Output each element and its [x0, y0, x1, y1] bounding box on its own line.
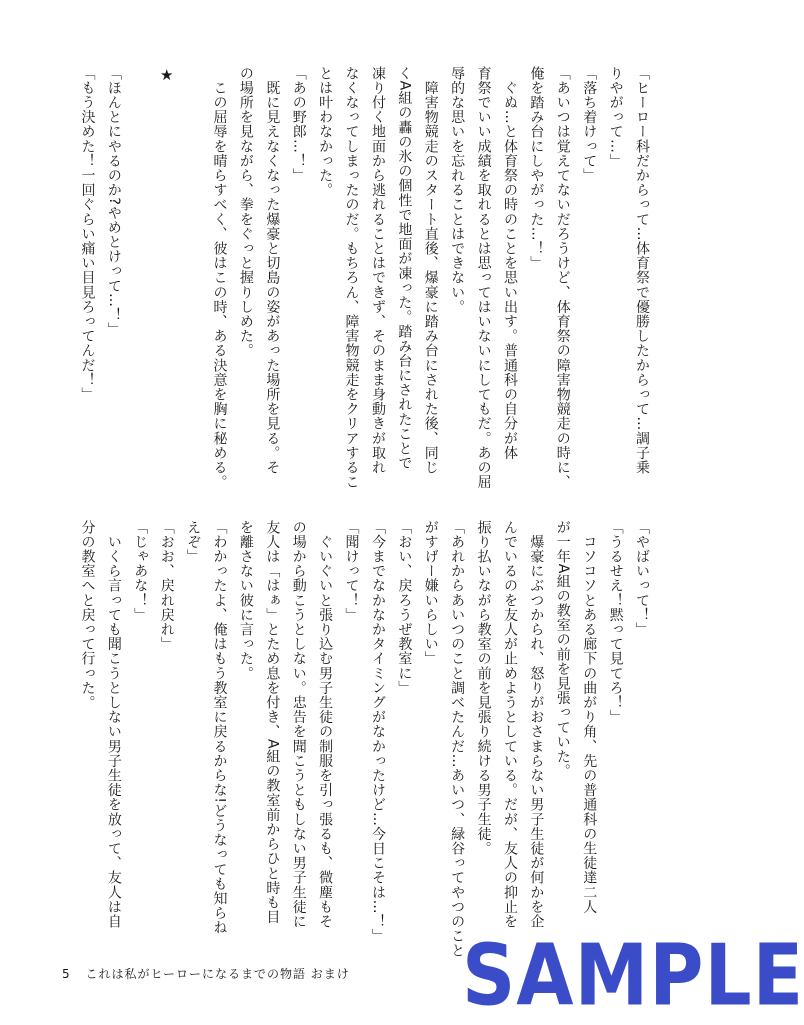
text-line: くA組の轟の氷の個性で地面が凍った。踏み台にされたことで [396, 66, 413, 471]
text-line: りやがって…」 [607, 66, 624, 169]
text-line: とは叶わなかった。 [317, 66, 334, 198]
text-line: コソコソとある廊下の曲がり角、先の普通科の生徒達二人 [581, 520, 598, 915]
text-line: 「やばいって！」 [634, 520, 650, 637]
text-line: いくら言っても聞こうとしない男子生徒を放って、友人は自 [105, 520, 122, 929]
text-line: 既に見えなくなった爆豪と切島の姿があった場所を見る。そ [264, 66, 281, 475]
scene-break-star: ★ [157, 66, 176, 85]
text-line: ぐぬ…と体育祭の時のことを思い出す。普通科の自分が体 [501, 66, 518, 461]
text-line: 「うるせえ！黙って見てろ！」 [607, 520, 624, 725]
text-line: 「おお、戻れ戻れ」 [158, 520, 175, 652]
text-line: 「あれからあいつのこと調べたんだ…あいつ、緑谷ってやつのこと [449, 520, 466, 958]
text-line: の場所を見ながら、拳をぐっと握りしめた。 [237, 66, 254, 358]
text-line: 振り払いながら教室の前を見張り続ける男子生徒。 [475, 520, 492, 856]
page-footer [62, 965, 350, 982]
text-line: えぞ」 [185, 520, 202, 564]
text-line: 「おい、戻ろうぜ教室に」 [396, 520, 413, 696]
text-line: 「もう決めた！一回ぐらい痛い目見ろってんだ！」 [79, 66, 96, 402]
upper-text-block [70, 66, 655, 498]
text-line: 分の教室へと戻って行った。 [79, 520, 96, 710]
text-line: がすげー嫌いらしい」 [422, 520, 439, 666]
text-line: 友人は「はぁ」とため息を付き、A組の教室前からひと時も目 [264, 520, 281, 925]
lower-text-block [70, 520, 655, 958]
text-line: 「じゃあな！」 [132, 520, 149, 623]
text-line [127, 66, 153, 498]
text-line: 「今までなかなかタイミングがなかったけど…今日こそは…！」 [369, 520, 386, 944]
sample-watermark: SAMPLE [462, 926, 804, 1025]
page-number: 5 [62, 967, 71, 981]
text-line: なくなってしまったのだ。もちろん、障害物競走をクリアするこ [343, 66, 360, 490]
text-line: 「落ち着けって」 [581, 66, 598, 183]
text-line: 「ヒーロー科だからって…体育祭で優勝したからって…調子乗 [634, 66, 650, 475]
text-line: 「ほんとにやるのか?やめとけって…！」 [105, 66, 122, 337]
text-line: んでいるのを友人が止めようとしている。だが、友人の抑止を [501, 520, 518, 929]
text-line: が一年A組の教室の前を見張っていた。 [554, 520, 571, 779]
text-line: 育祭でいい成績を取れるとは思ってはいないにしてもだ。あの屈 [475, 66, 492, 490]
text-line: 「わかったよ、俺はもう教室に戻るからな!どうなっても知らね [211, 520, 228, 936]
book-title: これは私がヒーローになるまでの物語 おまけ [85, 967, 350, 981]
text-line: の場から動こうとしない。忠告を聞こうともしない男子生徒に [290, 520, 307, 929]
text-line: ぐいぐいと張り込む男子生徒の制服を引っ張るも、微塵もそ [317, 520, 334, 929]
text-line: 凍り付く地面から逃れることはできず、そのまま身動きが取れ [369, 66, 386, 475]
text-line: 辱的な思いを忘れることはできない。 [449, 66, 466, 315]
text-line: 「あの野郎…！」 [290, 66, 307, 183]
text-line: この屈辱を晴らすべく、彼はこの時、ある決意を胸に秘める。 [211, 66, 228, 490]
text-line: 「あいつは覚えてないだろうけど、体育祭の障害物競走の時に、 [554, 66, 571, 490]
text-line: 「聞けって！」 [343, 520, 360, 623]
text-line: 爆豪にぶつかられ、怒りがおさまらない男子生徒が何かを企 [528, 520, 545, 929]
text-line [180, 66, 206, 498]
text-line: 俺を踏み台にしやがった…！」 [528, 66, 545, 271]
text-line: を離さない彼に言った。 [237, 520, 254, 681]
text-line: 障害物競走のスタート直後、爆豪に踏み台にされた後、同じ [422, 66, 439, 475]
